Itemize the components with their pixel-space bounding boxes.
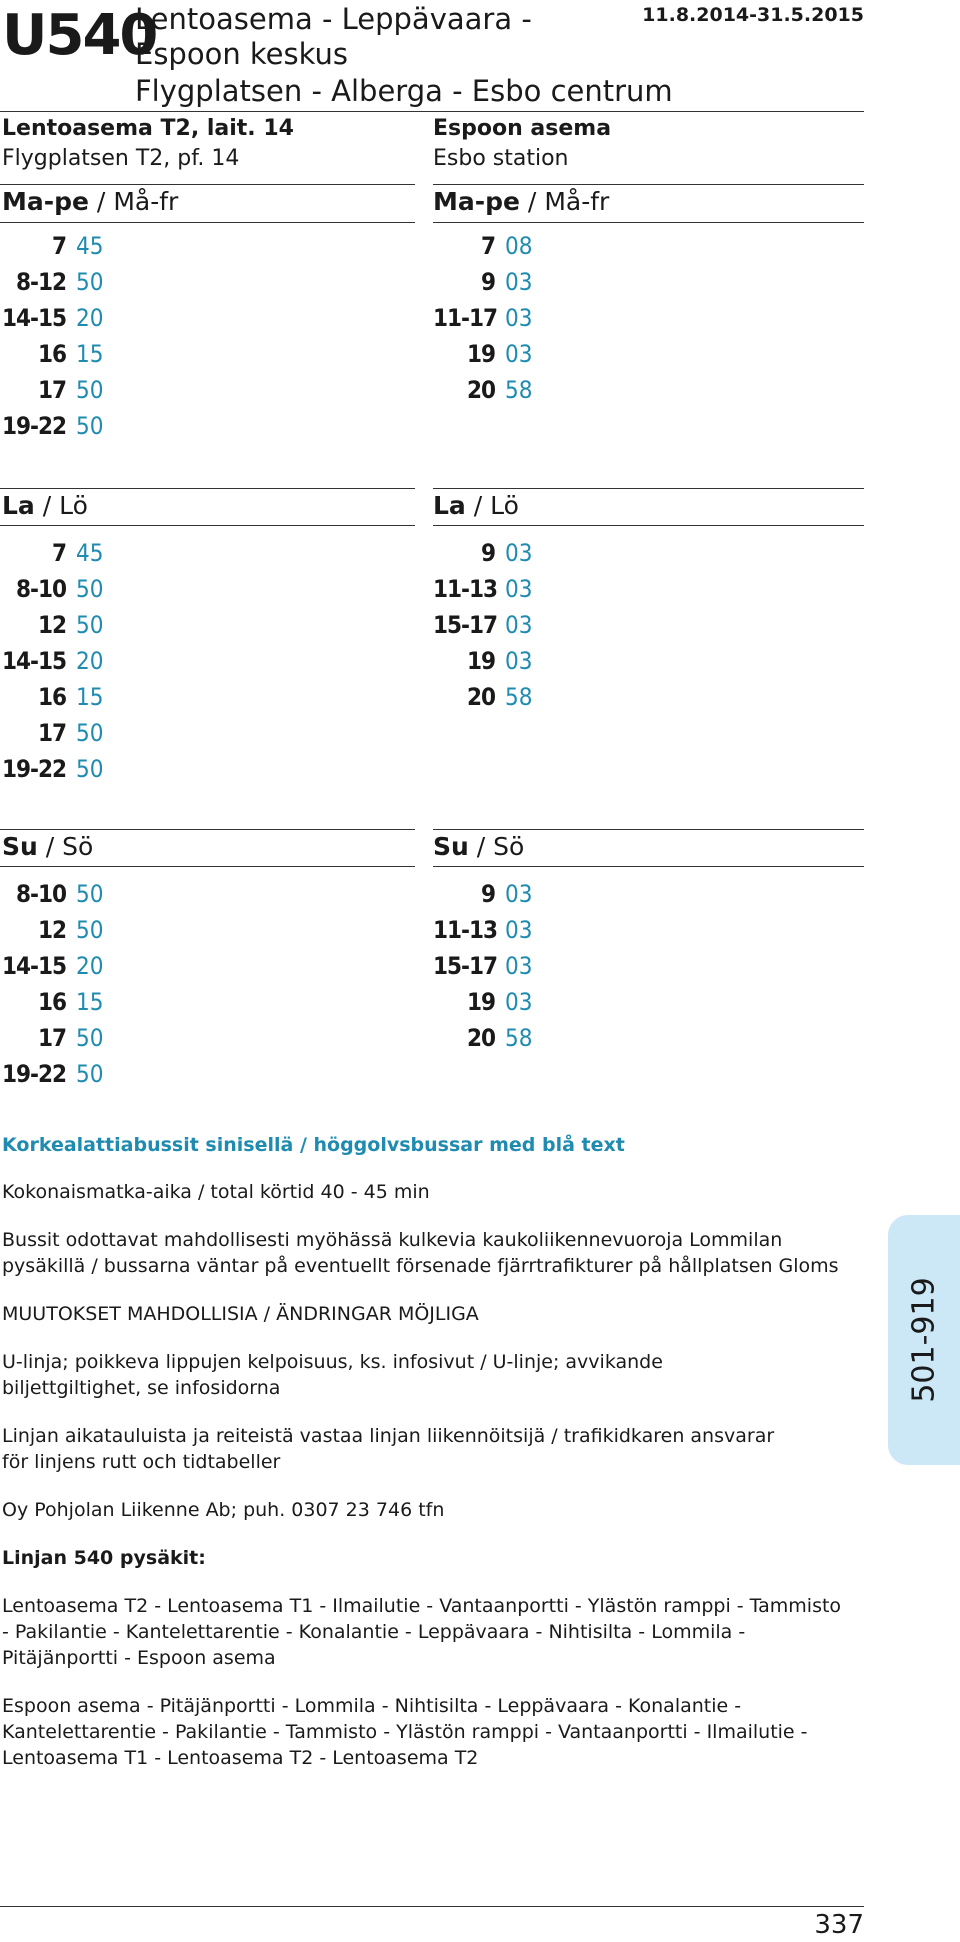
minute-cell: 58 xyxy=(505,683,533,711)
right-time-row xyxy=(433,228,532,264)
day-fi: Su xyxy=(433,832,469,861)
right-time-row xyxy=(433,300,532,336)
day-sv: Må-fr xyxy=(544,187,610,216)
left-time-row xyxy=(0,336,103,372)
section-header-divider xyxy=(0,525,415,526)
left-time-row xyxy=(0,876,103,912)
right-time-row xyxy=(433,264,532,300)
right-time-row xyxy=(433,679,532,715)
operator-note: Oy Pohjolan Liikenne Ab; puh. 0307 23 746 tfn xyxy=(2,1499,445,1521)
left-time-row xyxy=(0,535,103,571)
right-stop-name xyxy=(433,114,611,174)
left-stop-sv: Flygplatsen T2, pf. 14 xyxy=(2,146,240,171)
responsibility-note: Linjan aikatauluista ja reiteistä vastaa linjan liikennöitsijä / trafikidkaren ansvarar för linjens rutt och tidtabeller xyxy=(2,1425,775,1473)
header-divider xyxy=(0,111,864,112)
hour-cell: 7 xyxy=(480,232,495,260)
day-fi: La xyxy=(433,491,466,520)
day-fi: Ma-pe xyxy=(433,187,520,216)
day-sv: Må-fr xyxy=(113,187,179,216)
right-time-row xyxy=(433,571,532,607)
minute-cell: 50 xyxy=(76,719,104,747)
minute-cell: 50 xyxy=(76,880,104,908)
left-time-row xyxy=(0,1020,103,1056)
hour-cell: 16 xyxy=(37,988,66,1016)
right-day-label xyxy=(433,489,519,523)
page-number: 337 xyxy=(814,1910,864,1940)
hour-cell: 15-17 xyxy=(433,611,498,639)
minute-cell: 50 xyxy=(76,412,104,440)
right-time-row xyxy=(433,948,532,984)
route-name-fi xyxy=(135,2,615,72)
left-time-row xyxy=(0,264,103,300)
right-time-row xyxy=(433,643,532,679)
hour-cell: 11-13 xyxy=(433,916,498,944)
minute-cell: 58 xyxy=(505,1024,533,1052)
hour-cell: 19-22 xyxy=(1,412,66,440)
minute-cell: 03 xyxy=(505,611,533,639)
hour-cell: 19 xyxy=(466,340,495,368)
hour-cell: 8-10 xyxy=(15,880,66,908)
day-sv: Sö xyxy=(493,832,525,861)
minute-cell: 45 xyxy=(76,539,104,567)
day-separator: / xyxy=(34,491,60,520)
day-separator: / xyxy=(519,187,545,216)
left-time-row xyxy=(0,571,103,607)
route-stops-return: Espoon asema - Pitäjänportti - Lommila - Nihtisilta - Leppävaara - Konalantie - Kantelettarentie - Pakilantie - Tammisto - Ylästön ramppi - Vantaanportti - Ilmailutie - Lentoasema T1 - Lentoasema T2 - Lentoasema T2 xyxy=(2,1695,808,1769)
footer-divider xyxy=(0,1906,864,1907)
day-fi: Su xyxy=(2,832,38,861)
hour-cell: 8-12 xyxy=(15,268,66,296)
minute-cell: 50 xyxy=(76,755,104,783)
minute-cell: 50 xyxy=(76,1060,104,1088)
hour-cell: 17 xyxy=(37,719,66,747)
right-time-row xyxy=(433,535,532,571)
day-sv: Lö xyxy=(59,491,88,520)
minute-cell: 50 xyxy=(76,916,104,944)
minute-cell: 20 xyxy=(76,304,104,332)
left-time-row xyxy=(0,948,103,984)
minute-cell: 03 xyxy=(505,880,533,908)
hour-cell: 11-17 xyxy=(433,304,498,332)
day-fi: Ma-pe xyxy=(2,187,89,216)
hour-cell: 7 xyxy=(51,539,66,567)
right-time-row xyxy=(433,336,532,372)
right-stop-fi: Espoon asema xyxy=(433,116,612,141)
right-stop-sv: Esbo station xyxy=(433,146,569,171)
route-range-label: 501-919 xyxy=(906,1277,942,1403)
minute-cell: 58 xyxy=(505,376,533,404)
hour-cell: 15-17 xyxy=(433,952,498,980)
blue-text-note: Korkealattiabussit sinisellä / höggolvsbussar med blå text xyxy=(2,1134,625,1156)
left-time-row xyxy=(0,300,103,336)
left-time-row xyxy=(0,912,103,948)
left-time-row xyxy=(0,372,103,408)
minute-cell: 50 xyxy=(76,376,104,404)
minute-cell: 03 xyxy=(505,988,533,1016)
hour-cell: 9 xyxy=(480,880,495,908)
notes-block xyxy=(2,1132,862,1771)
left-time-row xyxy=(0,1056,103,1092)
hour-cell: 11-13 xyxy=(433,575,498,603)
minute-cell: 03 xyxy=(505,952,533,980)
hour-cell: 19 xyxy=(466,988,495,1016)
minute-cell: 03 xyxy=(505,647,533,675)
hour-cell: 14-15 xyxy=(1,647,66,675)
hour-cell: 19 xyxy=(466,647,495,675)
route-range-tab xyxy=(888,1215,960,1465)
route-name-fi-line2: Espoon keskus xyxy=(135,37,349,71)
minute-cell: 03 xyxy=(505,268,533,296)
hour-cell: 16 xyxy=(37,340,66,368)
day-separator: / xyxy=(465,491,491,520)
minute-cell: 15 xyxy=(76,683,104,711)
hour-cell: 12 xyxy=(37,611,66,639)
validity-period: 11.8.2014-31.5.2015 xyxy=(642,4,864,26)
minute-cell: 03 xyxy=(505,340,533,368)
hour-cell: 9 xyxy=(480,268,495,296)
hour-cell: 20 xyxy=(466,683,495,711)
right-time-row xyxy=(433,876,532,912)
section-header-divider xyxy=(0,222,415,223)
right-time-row xyxy=(433,1020,532,1056)
left-day-label xyxy=(2,489,88,523)
left-day-label xyxy=(2,830,93,864)
hour-cell: 14-15 xyxy=(1,304,66,332)
left-time-row xyxy=(0,715,103,751)
right-time-row xyxy=(433,912,532,948)
hour-cell: 16 xyxy=(37,683,66,711)
hour-cell: 17 xyxy=(37,376,66,404)
left-time-row xyxy=(0,679,103,715)
travel-time-note: Kokonaismatka-aika / total körtid 40 - 45 min xyxy=(2,1181,430,1203)
minute-cell: 03 xyxy=(505,916,533,944)
right-day-label xyxy=(433,830,524,864)
stops-heading: Linjan 540 pysäkit: xyxy=(2,1547,206,1569)
minute-cell: 08 xyxy=(505,232,533,260)
left-time-row xyxy=(0,607,103,643)
day-fi: La xyxy=(2,491,35,520)
route-stops-outbound: Lentoasema T2 - Lentoasema T1 - Ilmailutie - Vantaanportti - Ylästön ramppi - Tammisto - Pakilantie - Kantelettarentie - Konalantie - Leppävaara - Nihtisilta - Lommila - Pitäjänportti - Espoon asema xyxy=(2,1595,842,1669)
minute-cell: 45 xyxy=(76,232,104,260)
minute-cell: 50 xyxy=(76,268,104,296)
section-header-divider xyxy=(0,866,415,867)
day-separator: / xyxy=(88,187,114,216)
left-time-row xyxy=(0,228,103,264)
hour-cell: 14-15 xyxy=(1,952,66,980)
left-time-row xyxy=(0,751,103,787)
left-stop-name xyxy=(2,114,294,174)
section-header-divider xyxy=(433,222,864,223)
day-separator: / xyxy=(37,832,63,861)
section-header-divider xyxy=(433,866,864,867)
left-time-row xyxy=(0,408,103,444)
minute-cell: 50 xyxy=(76,1024,104,1052)
changes-note: MUUTOKSET MAHDOLLISIA / ÄNDRINGAR MÖJLIGA xyxy=(2,1303,479,1325)
waiting-note: Bussit odottavat mahdollisesti myöhässä kulkevia kaukoliikennevuoroja Lommilan pysäkillä / bussarna väntar på eventuellt försenade fjärrtrafikturer på hållplatsen Gloms xyxy=(2,1229,839,1277)
right-time-row xyxy=(433,372,532,408)
minute-cell: 15 xyxy=(76,340,104,368)
hour-cell: 7 xyxy=(51,232,66,260)
day-sv: Lö xyxy=(490,491,519,520)
minute-cell: 20 xyxy=(76,647,104,675)
minute-cell: 50 xyxy=(76,611,104,639)
left-stop-fi: Lentoasema T2, lait. 14 xyxy=(2,116,294,141)
left-day-label xyxy=(2,185,178,219)
u-line-note: U-linja; poikkeva lippujen kelpoisuus, ks. infosivut / U-linje; avvikande biljettgiltighet, se infosidorna xyxy=(2,1351,663,1399)
hour-cell: 17 xyxy=(37,1024,66,1052)
minute-cell: 50 xyxy=(76,575,104,603)
minute-cell: 15 xyxy=(76,988,104,1016)
hour-cell: 20 xyxy=(466,376,495,404)
day-sv: Sö xyxy=(62,832,94,861)
left-time-row xyxy=(0,643,103,679)
hour-cell: 19-22 xyxy=(1,755,66,783)
route-name-fi-line1: Lentoasema - Leppävaara - xyxy=(135,2,532,36)
hour-cell: 9 xyxy=(480,539,495,567)
right-day-label xyxy=(433,185,609,219)
minute-cell: 03 xyxy=(505,304,533,332)
section-header-divider xyxy=(433,525,864,526)
right-time-row xyxy=(433,984,532,1020)
hour-cell: 20 xyxy=(466,1024,495,1052)
minute-cell: 20 xyxy=(76,952,104,980)
right-time-row xyxy=(433,607,532,643)
minute-cell: 03 xyxy=(505,539,533,567)
hour-cell: 12 xyxy=(37,916,66,944)
left-time-row xyxy=(0,984,103,1020)
route-number: U540 xyxy=(2,3,157,68)
hour-cell: 8-10 xyxy=(15,575,66,603)
hour-cell: 19-22 xyxy=(1,1060,66,1088)
minute-cell: 03 xyxy=(505,575,533,603)
route-name-sv: Flygplatsen - Alberga - Esbo centrum xyxy=(135,74,673,108)
day-separator: / xyxy=(468,832,494,861)
